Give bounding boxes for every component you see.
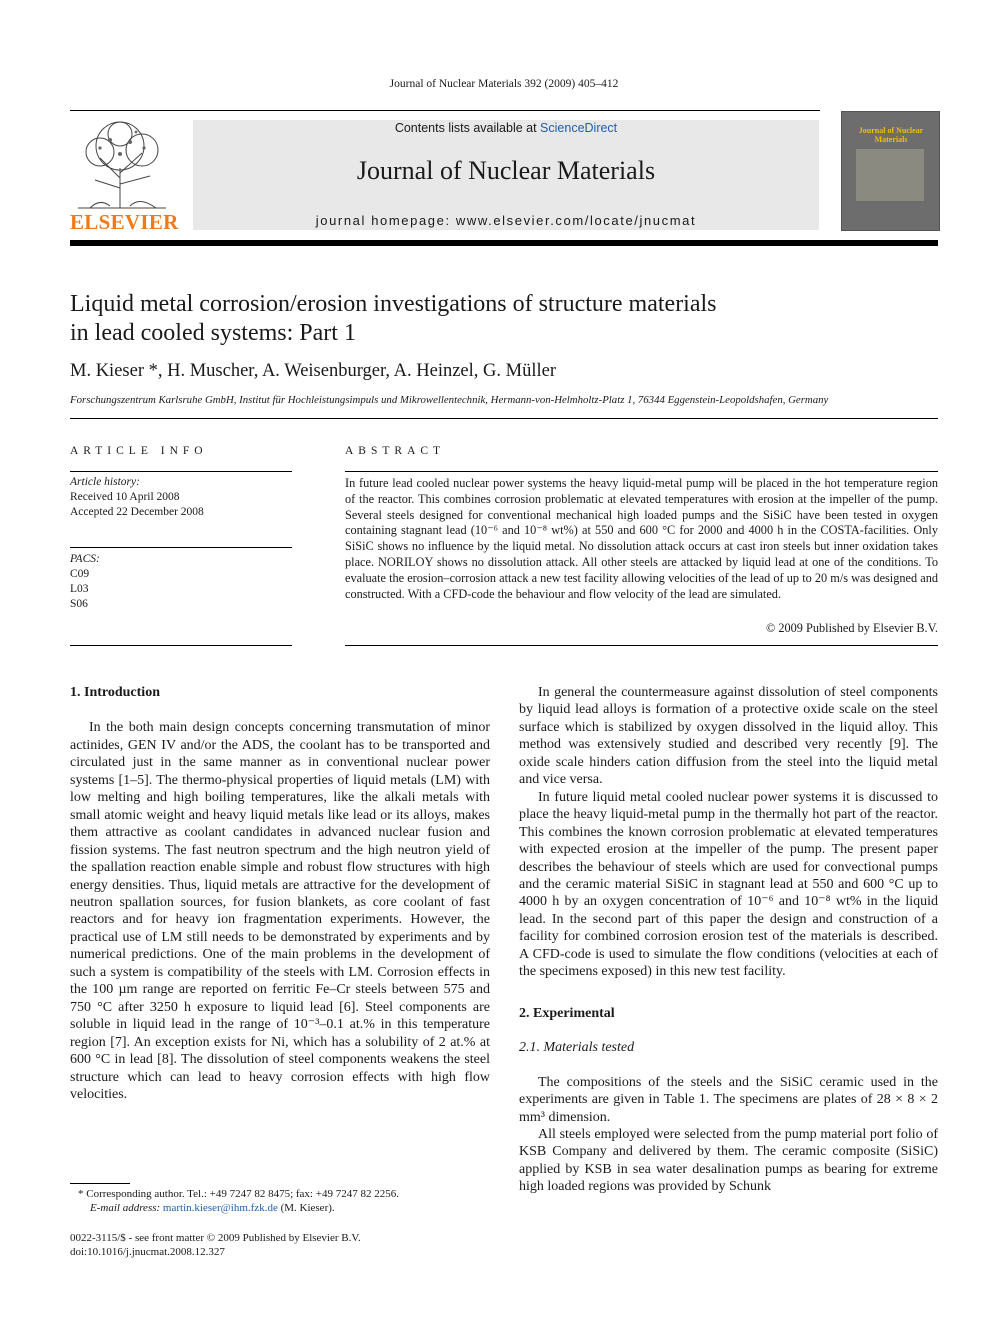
running-head: Journal of Nuclear Materials 392 (2009) 405–412 <box>389 78 619 90</box>
intro-paragraph-2: In general the countermeasure against dissolution of steel components by liquid lead alloys is formation of a protective oxide scale on the steel surface which is stabilized by oxygen dissolved in the liquid alloy. This method was extensively studied and described very recently [9]. The oxide scale hinders cation diffusion from the steel into the liquid metal and vice versa. <box>519 685 938 788</box>
pacs-label: PACS: <box>70 553 100 565</box>
title-line-2: in lead cooled systems: Part 1 <box>70 320 356 346</box>
abstract-copyright: © 2009 Published by Elsevier B.V. <box>765 621 938 635</box>
title-line-1: Liquid metal corrosion/erosion investigations of structure materials <box>70 291 717 317</box>
affiliation: Forschungszentrum Karlsruhe GmbH, Institut für Hochleistungsimpuls und Mikrowellentechnik, Hermann-von-Helmholtz-Platz 1, 76344 Eggenstein-Leopoldshafen, Germany <box>70 394 829 406</box>
info-rule-1 <box>70 471 292 472</box>
top-rule <box>70 110 820 111</box>
journal-homepage[interactable]: journal homepage: www.elsevier.com/locate/jnucmat <box>315 213 697 228</box>
sciencedirect-link[interactable]: ScienceDirect <box>540 121 618 135</box>
subsection-heading-materials: 2.1. Materials tested <box>519 1040 635 1056</box>
right-column <box>519 684 938 1196</box>
section-heading-introduction: 1. Introduction <box>70 685 160 700</box>
abstract-rule-bottom <box>345 645 938 646</box>
article-history <box>70 475 292 520</box>
cover-image <box>856 149 924 201</box>
elsevier-wordmark: ELSEVIER <box>70 210 179 234</box>
pacs-code: L03 <box>70 583 89 595</box>
author-list: M. Kieser *, H. Muscher, A. Weisenburger, A. Heinzel, G. Müller <box>70 361 556 381</box>
accepted-date: Accepted 22 December 2008 <box>70 506 204 518</box>
abstract-heading: ABSTRACT <box>345 445 446 457</box>
experimental-paragraph-2: All steels employed were selected from the pump material port folio of KSB Company and delivered by them. The ceramic composite (SiSiC) applied by KSB in sea water desalination pumps as bearing for extreme high loaded regions was provided by Schunk <box>519 1126 938 1195</box>
left-column <box>70 684 490 1103</box>
cover-title: Journal of Nuclear Materials <box>858 126 924 144</box>
email-line <box>78 1201 498 1215</box>
abstract-text: In future lead cooled nuclear power systems the heavy liquid-metal pump will be placed in the hot temperature region of the reactor. This combines corrosion problematic at elevated temperatures with erosion at the impeller of the pump. Several steels designed for conventional mechanical high loaded pumps and the SiSiC have been tested in oxygen containing stagnant lead (10⁻⁶ and 10⁻⁸ wt%) at 550 and 600 °C for 2000 and 4000 h in the COSTA-facilities. Only SiSiC shows no influence by the liquid metal. No dissolution attack occurs at cast iron steels but inner oxidation takes place. NORILOY shows no dissolution attack. All other steels are attacked by liquid lead at one of the conditions. To evaluate the erosion–corrosion attack a new test facility allowing velocities of the lead of up to 20 m/s was designed and constructed. With a CFD-code the behaviour and flow velocity of the lead are simulated. <box>345 476 938 601</box>
intro-paragraph-3: In future liquid metal cooled nuclear power systems it is discussed to place the heavy liquid-metal pump in the thermally hot part of the reactor. This combines the known corrosion problematic at elevated temperatures with expected erosion at the impeller of the pump. The present paper describes the behaviour of steels which are used for convectional pumps and the ceramic material SiSiC in stagnant lead at 550 and 600 °C up to 4000 h by an oxygen concentration of 10⁻⁶ and 10⁻⁸ wt% in the liquid lead. In the second part of this paper the design and construction of a facility for combined corrosion erosion test of the materials is described. A CFD-code is used to simulate the flow conditions (velocities at each of the specimens exposed) in this new test facility. <box>519 789 938 980</box>
issn-line: 0022-3115/$ - see front matter © 2009 Published by Elsevier B.V. <box>70 1232 361 1244</box>
publication-info <box>70 1231 490 1259</box>
pacs-code: S06 <box>70 598 88 610</box>
header-rule <box>70 418 938 419</box>
history-label: Article history: <box>70 476 140 488</box>
pacs-block <box>70 552 292 612</box>
article-title <box>70 290 850 348</box>
received-date: Received 10 April 2008 <box>70 491 180 503</box>
section-heading-experimental: 2. Experimental <box>519 1005 615 1021</box>
abstract-rule-top <box>345 471 938 472</box>
email-link[interactable]: martin.kieser@ihm.fzk.de <box>162 1202 278 1214</box>
footnote <box>78 1187 498 1215</box>
contents-prefix: Contents lists available at <box>394 121 541 135</box>
intro-paragraph-1: In the both main design concepts concerning transmutation of minor actinides, GEN IV and/or the ADS, the coolant has to be transported and circulated just in the same manner as in conventional nuclear power systems [1–5]. The thermo-physical properties of liquid metals (LM) with low melting and high boiling temperatures, like the alkali metals with small atomic weight and heavy liquid metals like lead or its alloys, makes them attractive as coolant candidates in advanced nuclear fusion and fission systems. The fast neutron spectrum and the high neutron yield of the spallation reaction enable simple and robust flow structures with high energy densities. Thus, liquid metals are attractive for the development of neutron spallation sources, for fusion blankets, as core coolant of fast reactors and for heavy ion fragmentation experiments. However, the practical use of LM still needs to be demonstrated by experiments and by numerical predictions. One of the main problems in the development of such a system is compatibility of the steels with LM. Corrosion effects in the 100 µm range are reported on ferritic Fe–Cr steels between 575 and 750 °C after 3250 h exposure to liquid lead [6]. Steel components are soluble in liquid lead in the range of 10⁻³–0.1 at.% in this temperature region [7]. An exception exists for Ni, which has a solubility of 2 at.% at 600 °C in lead [8]. The dissolution of steel components weakens the steel structure which can lead to heavy corrosion effects with high flow velocities. <box>70 720 490 1102</box>
experimental-paragraph-1: The compositions of the steels and the SiSiC ceramic used in the experiments are given in Table 1. The specimens are plates of 28 × 8 × 2 mm³ dimension. <box>519 1074 938 1125</box>
info-rule-2 <box>70 547 292 548</box>
corresponding-author-note: * Corresponding author. Tel.: +49 7247 82 8475; fax: +49 7247 82 2256. <box>78 1188 399 1200</box>
masthead-rule <box>70 240 938 246</box>
email-suffix: (M. Kieser). <box>280 1202 335 1214</box>
email-label: E-mail address: <box>90 1202 161 1214</box>
journal-cover-thumbnail <box>841 111 940 231</box>
pacs-code: C09 <box>70 568 90 580</box>
footnote-rule <box>70 1183 130 1184</box>
article-info-heading: ARTICLE INFO <box>70 445 208 457</box>
journal-title: Journal of Nuclear Materials <box>356 156 656 185</box>
doi-line[interactable]: doi:10.1016/j.jnucmat.2008.12.327 <box>70 1246 225 1258</box>
contents-line <box>193 121 819 135</box>
info-rule-3 <box>70 645 292 646</box>
